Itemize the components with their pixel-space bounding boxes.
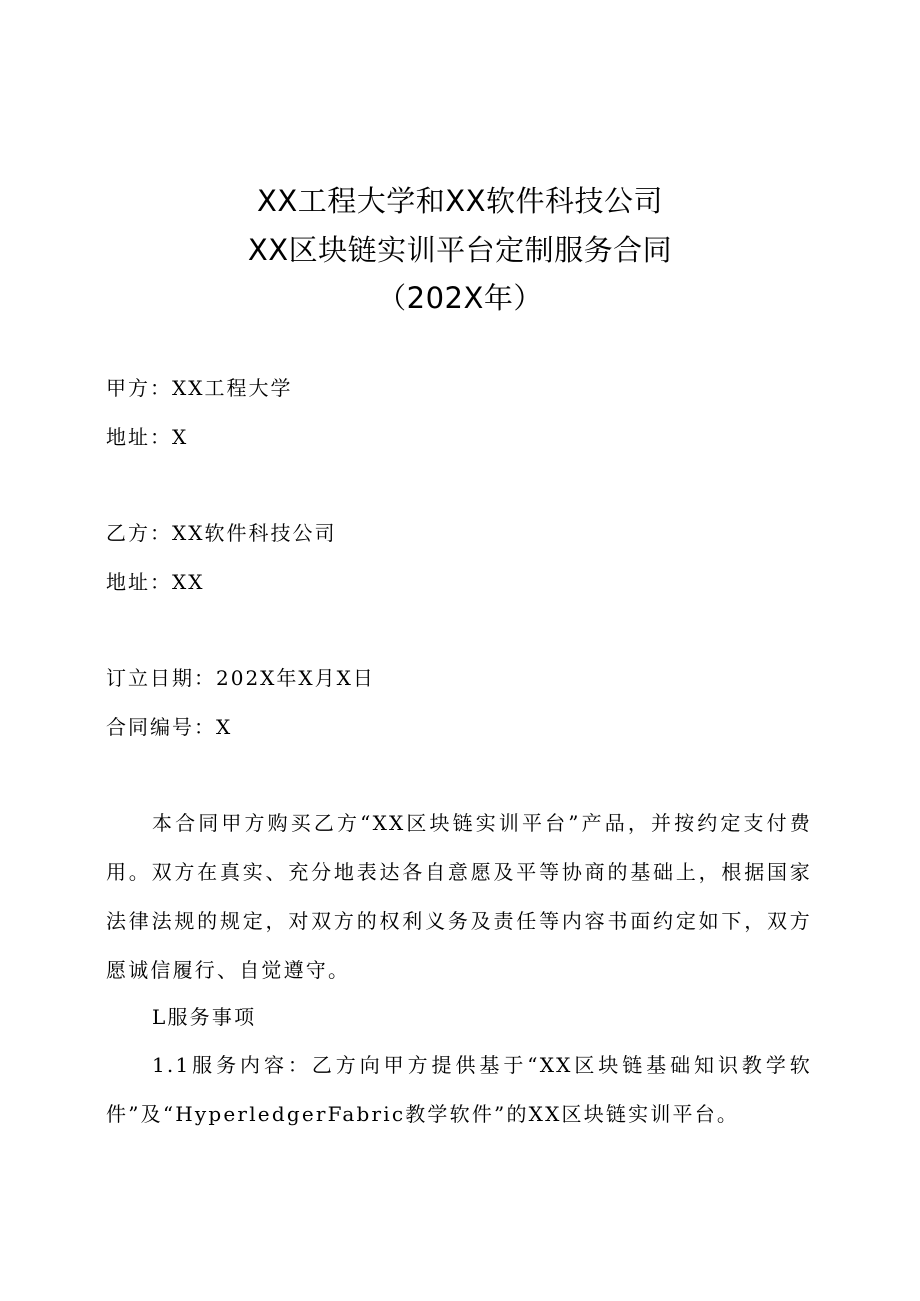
contract-title-line-1: XX工程大学和XX软件科技公司: [257, 184, 663, 218]
section-heading: L服务事项: [152, 1005, 257, 1029]
party-a-address: 地址：X: [106, 425, 189, 449]
party-a-name: 甲方：XX工程大学: [106, 376, 293, 400]
contract-title-year: （202X年）: [377, 281, 543, 315]
party-b-address: 地址：XX: [106, 570, 205, 594]
intro-paragraph: 本合同甲方购买乙方“XX区块链实训平台”产品，并按约定支付费用。双方在真实、充分地表达各自意愿及平等协商的基础上，根据国家法律法规的规定，对双方的权利义务及责任等内容书面约定如下，双方愿诚信履行、自觉遵守。: [106, 811, 812, 982]
clause-1-1: 1.1服务内容：乙方向甲方提供基于“XX区块链基础知识教学软件”及“HyperledgerFabric教学软件”的XX区块链实训平台。: [106, 1053, 812, 1126]
contract-title-line-2: XX区块链实训平台定制服务合同: [247, 233, 673, 267]
party-b-name: 乙方：XX软件科技公司: [106, 521, 337, 545]
contract-date: 订立日期：202X年X月X日: [106, 666, 375, 690]
contract-number: 合同编号：X: [106, 715, 233, 739]
